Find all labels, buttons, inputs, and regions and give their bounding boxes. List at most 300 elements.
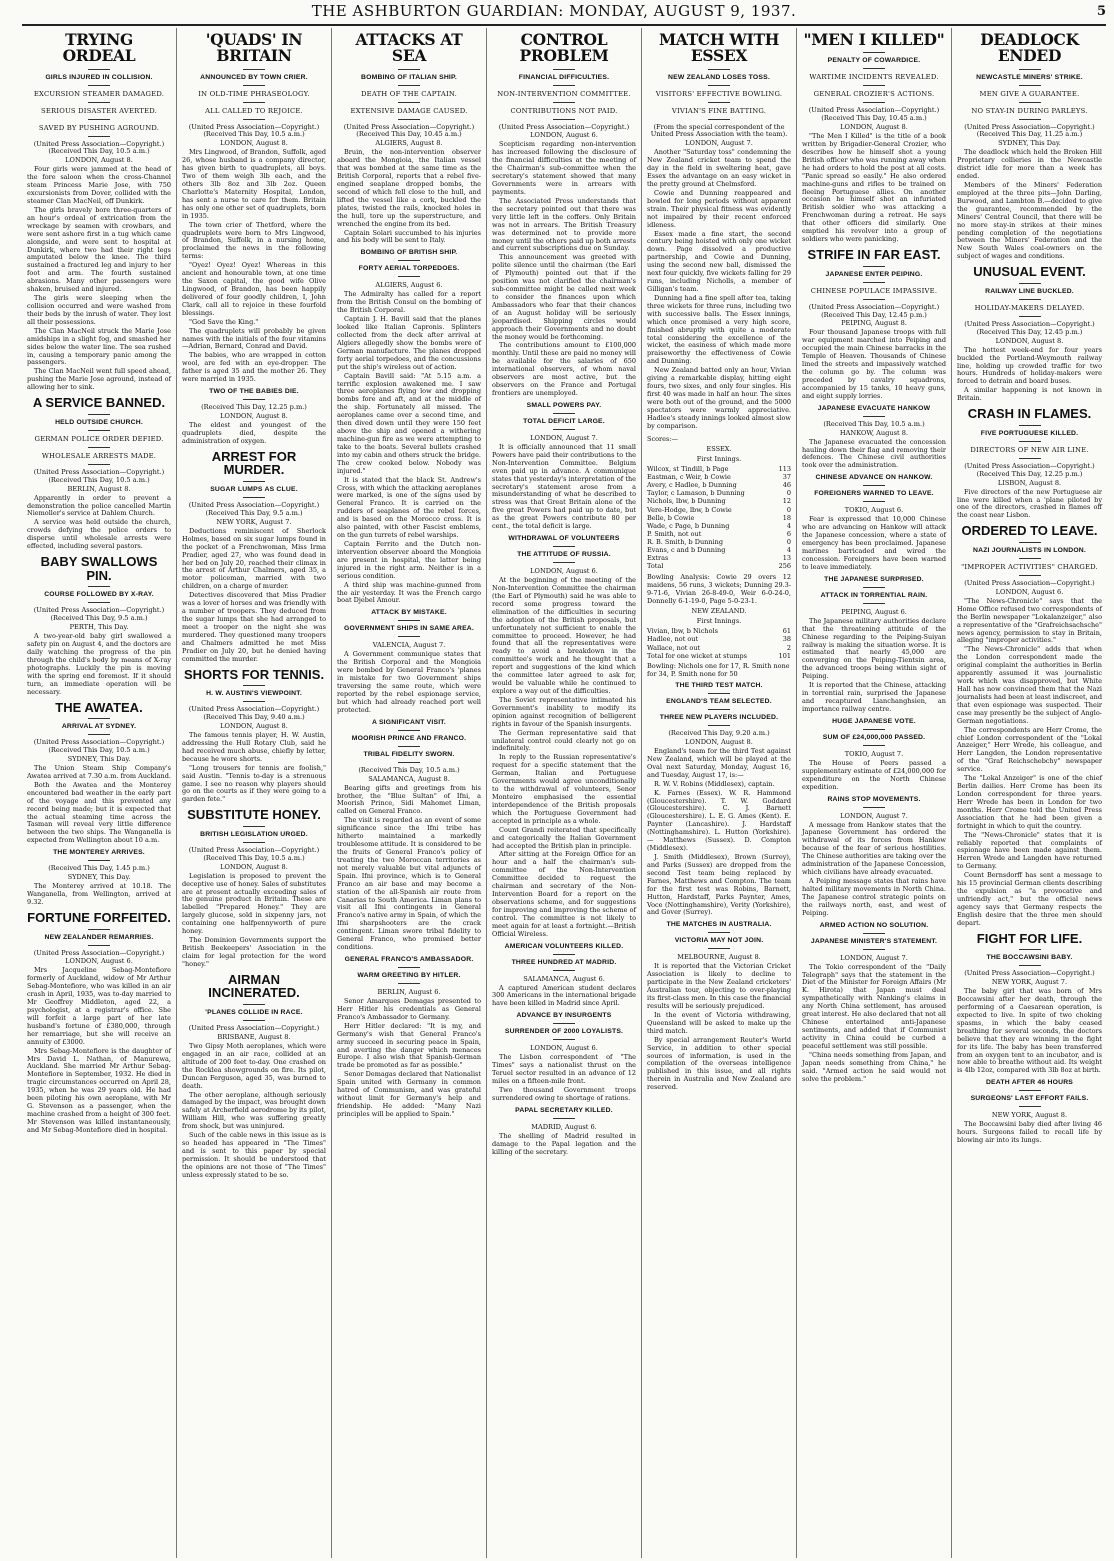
paragraph: Deductions reminiscent of Sherlock Holmes, based on six sugar lumps found in the pocket of a Frenchwoman, Miss Irma Pradier, aged 27, who was found dead in her bed on July 20, reached their climax in the arrest of Arthur Chalmers, aged 35, a motor policeman, married with two children, on a charge of murder. [182, 526, 326, 591]
subheadline-rule [1019, 316, 1041, 317]
article [337, 609, 481, 714]
article-body [957, 1121, 1102, 1145]
article-headline: ARREST FOR MURDER. [211, 448, 297, 478]
article-body [27, 633, 171, 696]
paragraph: After sitting at the Foreign Office for an hour and a half the chairman's sub-committee of the Non-Intervention Committee decided to request the chairman and secretary of the Non-Intervention Board for a report on the observations scheme, and for suggestions for improving and improving the scheme of control. The committee is not likely to meet again for at least a fortnight.—British Official Wireless. [492, 850, 636, 938]
press-credit: (United Press Association—Copyright.) (Received This Day, 9.5 a.m.) [188, 501, 320, 517]
subheadline-rule [863, 282, 885, 283]
article [27, 396, 171, 551]
subheadline-rule [1019, 965, 1041, 966]
subheadline: EXTENSIVE DAMAGE CAUSED. [350, 106, 468, 115]
paragraph: Two Gipsy Moth aeroplanes, which were engaged in an air race, collided at an altitude of 200 feet to-day. One crashed on the Rocklea showgrounds on fire. Its pilot, Duncan Ferguson, aged 35, was burned to death. [182, 1041, 326, 1090]
paragraph: Legislation is proposed to prevent the deceptive use of honey. Sales of substitutes are at present actually exceeding sales of the genuine product in Britain. These are labelled "Prepared Honey." They are largely glucose, sold in sixpenny jars, not containing one halfpennyworth of pure honey. [182, 871, 326, 936]
total-label: Total [647, 562, 664, 571]
press-credit: (Received This Day, 12.25 p.m.) [201, 403, 307, 412]
article [337, 32, 481, 245]
press-credit: (United Press Association—Copyright.) (Received This Day, 12.45 p.m.) [964, 319, 1095, 336]
press-credit: (United Press Association—Copyright.) [33, 948, 165, 957]
subheadline: MOORISH PRINCE AND FRANCO. [351, 734, 467, 742]
subheadline-rule [88, 119, 110, 120]
article [182, 32, 326, 384]
subheadline-rule [88, 447, 110, 448]
press-credit: (United Press Association—Copyright.) (Received This Day, 10.5 a.m.) [188, 122, 320, 139]
batsman: Vivian, lbw, b Nichols [647, 627, 718, 636]
paragraph: Four thousand Japanese troops with full war equipment marched into Peiping and occupied the main Chinese barracks in the Temple of Heaven. Thousands of Chinese lined the streets and impassively watched the column go by. The column was preceded by cavalry squadrons, accompanied by 15 tanks, 10 heavy guns, and eight supply lorries. [802, 328, 946, 400]
batsman: Wilcox, st Tindill, b Page [647, 464, 729, 473]
subheadline: SUGAR LUMPS AS CLUE. [210, 486, 298, 494]
article [647, 32, 791, 431]
article-body [492, 577, 636, 938]
article-headline: 'QUADS' IN BRITAIN [205, 30, 303, 66]
dateline: LONDON, August 8. [220, 411, 288, 420]
paragraph: Two thousand Government troops surrendered owing to shortage of rations. [492, 1086, 636, 1102]
dateline: TOKIO, August 6. [844, 506, 904, 515]
subheadline: GOVERNMENT SHIPS IN SAME AREA. [344, 625, 474, 633]
article-body [337, 785, 481, 952]
subheadline-rule [398, 119, 420, 120]
article-body [337, 149, 481, 245]
dateline: ALGIERS, August 6. [375, 281, 443, 290]
subheadline: WARM GREETING BY HITLER. [357, 972, 461, 979]
paragraph: R. W. V. Robins (Middlesex), captain. [654, 779, 775, 788]
column-3 [332, 28, 487, 1558]
paragraph: Both the Awatea and the Monterey encountered bad weather in the early part of the voyage and this prevented any record being made; but it is expected that the actual steaming time across the Tasman will reveal very little difference between the two ships. The Wanganella is expected from Wellington about 10 a.m. [27, 780, 171, 845]
paragraph: The Monterey arrived at 10.18. The Wanganella, from Wellington, arrived at 9.32. [27, 882, 171, 906]
paragraph: The Tokio correspondent of the "Daily Telegraph" says that the statement in the Diet of the Minister for Foreign Affairs (Mr K. Hirota) that Japan must deal sympathetically with Nanking's claims in any North China settlement, has aroused great interest. He also declared that not all Chinese entertained anti-Japanese sentiments, and added that if Communist activity in China could be curbed a peaceful settlement was still possible. [802, 962, 946, 1050]
paragraph: The baby girl that was born of Mrs Boccawsini after her death, through the performing of a Caesarean operation, is expected to live. In spite of two choking spasms, in which the baby ceased breathing for several seconds, the doctors believe that they are winning in the fight for its life. The baby has been transferred from an oxygen tent to an incubator, and is now able to breathe without aid. Its weight is 4lb 12oz, compared with 3lb 8oz at birth. [957, 987, 1102, 1075]
headline-rule [243, 1004, 265, 1005]
headline-rule [1019, 69, 1041, 70]
article-body [492, 1054, 636, 1103]
runs: 4 [786, 521, 791, 530]
subheadline-rule [398, 762, 420, 763]
paragraph: Four girls were jammed at the head of the fore saloon when the cross-Channel steam Princess Marie Jose, with 750 excursionists from Dover, collided with the steamer Clan MacNeil, off Dunkirk. [27, 165, 171, 206]
article [492, 535, 636, 938]
runs: 12 [782, 497, 791, 506]
subheadline: SAVED BY PUSHING AGROUND. [38, 123, 160, 132]
subheadline: "IMPROPER ACTIVITIES" CHARGED. [961, 562, 1098, 571]
bowling-summary: Bowling: Nichols one for 17, R. Smith none for 34, P. Smith none for 50 [647, 661, 790, 678]
score-row [647, 538, 791, 546]
dateline: LONDON, August 6. [530, 567, 598, 576]
subheadline-rule [553, 429, 575, 430]
subheadline-rule [1019, 1106, 1041, 1107]
runs: 46 [782, 481, 791, 490]
subheadline-rule [243, 85, 265, 86]
press-credit: (United Press Association—Copyright.) (Received This Day, 11.25 a.m.) [964, 122, 1095, 139]
subheadline: GENERAL FRANCO'S AMBASSADOR. [344, 956, 474, 963]
subheadline: FORTY AERIAL TORPEDOES. [358, 265, 460, 273]
article [802, 718, 946, 792]
article-body [647, 149, 791, 430]
article-headline: A SERVICE BANNED. [32, 395, 166, 411]
subheadline: SURRENDER OF 2000 LOYALISTS. [504, 1028, 624, 1036]
article-headline: DEADLOCK ENDED [980, 30, 1079, 66]
paragraph: A message from Hankow states that the Japanese Government has ordered the withdrawal of its forces from Hankow because of the fear of serious hostilities. The Chinese authorities are taking over the administration of the Japanese Concession, which civilians have already evacuated. [802, 820, 946, 877]
subheadline: JAPANESE MINISTER'S STATEMENT. [810, 937, 938, 945]
total-value: 256 [778, 562, 791, 571]
headline-rule [88, 414, 110, 415]
article [182, 388, 326, 446]
article-body [957, 149, 1102, 261]
paragraph: Such of the cable news in this issue as is so headed has appeared in "The Times" and is sent to this paper by special permission. It should be understood that the opinions are not those of "The Times" unless expressly stated to be so. [182, 1131, 326, 1179]
subheadline-rule [88, 602, 110, 603]
dateline: LONDON, August 8. [220, 862, 288, 871]
subheadline-rule [553, 413, 575, 414]
subheadline: A SIGNIFICANT VISIT. [372, 718, 446, 726]
subheadline-rule [708, 102, 730, 103]
runs: 6 [786, 529, 791, 538]
subheadline: TWO OF THE BABIES DIE. [209, 388, 299, 396]
subheadline: CONTRIBUTIONS NOT PAID. [510, 106, 618, 115]
score-row [647, 481, 791, 489]
dateline: LONDON, August 8. [65, 156, 133, 165]
dateline: HANKOW, August 8. [839, 428, 909, 437]
subheadline-rule [88, 860, 110, 861]
dateline: LONDON, August 8. [685, 738, 753, 747]
dateline: ALGIERS, August 8. [375, 139, 443, 148]
subheadline-rule [1019, 458, 1041, 459]
article [27, 911, 171, 1135]
paragraph: The babies, who are wrapped in cotton wool, are fed with an eye-dropper. The father is aged 35 and the mother 26. They were married in 1935. [182, 351, 326, 384]
subheadline: ATTACK BY MISTAKE. [371, 609, 447, 617]
subheadline: TRIBAL FIDELITY SWORN. [363, 750, 455, 758]
paragraph: "Oyez! Oyez! Oyez! Whereas in this ancient and honourable town, at one time the Saxon capital, the good wife Olive Lingwood, of Brandon, has been happily delivered of four goodly children, I, John Clark, call all to rejoice in these fourfold blessings. [182, 261, 326, 317]
subheadline: GERMAN POLICE ORDER DEFIED. [34, 434, 164, 443]
subheadline-rule [243, 399, 265, 400]
paragraph: Mrs Lingwood, of Brandon, Suffolk, aged 26, whose husband is a company director, has given birth to quadruplets, all boys. Two of them weigh 3lb each, and the others 3lb 8oz and 3lb 2oz. Queen Charlotte's Maternity Hospital, London, has sent a nurse to care for them. Britain has only one other set of quadruplets, born in 1935. [182, 148, 326, 220]
subheadline: NON-INTERVENTION COMMITTEE. [497, 89, 631, 98]
paragraph: Captain Bavill said: "At 5.15 a.m. a terrific explosion awakened me. I saw three aeroplanes flying low and dropping bombs fore and aft, and at the middle of the ship. Fortunately all missed. The aeroplanes came over a second time, and then dived down until they were 150 feet above the ship and opened a withering machine-gun fire as we were attempting to take to the boats. Several bullets crashed into my cabin and others struck the bridge. The crew cooked below. Nobody was injured." [337, 371, 481, 475]
batsman: Taylor, c Lamason, b Dunning [647, 489, 745, 498]
subheadline: THE ATTITUDE OF RUSSIA. [517, 551, 611, 559]
paragraph: Bruin, the non-intervention observer aboard the Mongioia, the Italian vessel that was bombed at the same time as the British Corporal, reports that a rebel five-engined seaplane dropped bombs, the second of which fell close to the hull, and lifted the vessel like a cork, buckled the plates, twisted the rails, knocked holes in the hull, tore up the superstructure, and wrenched the engine from its bed. [337, 148, 481, 228]
article-headline: FIGHT FOR LIFE. [976, 930, 1083, 946]
score-total [647, 562, 791, 570]
paragraph: The Clan MacNeil struck the Marie Jose amidships in a slight fog, and smashed her sides below the water line. The sea rushed in, causing a temporary panic among the passengers. [27, 326, 171, 367]
dateline: NEW YORK, August 7. [216, 517, 292, 526]
paragraph: Scepticism regarding non-intervention has increased following the disclosure of the financial difficulties at the meeting of the Chairman's sub-committee when the secretary's statement showed that many Governments were in arrears with payments. [492, 140, 636, 196]
paragraph: "The News-Chronicle" says that the Home Office refused two correspondents of the Berlin newspaper "Lokalanzeiger," also a representative of the "Grafreichsachsche" news agency, permission to stay in Britain, alleging "improper activities." [957, 596, 1102, 645]
headline-rule [88, 929, 110, 930]
subheadline-rule [398, 102, 420, 103]
paragraph: The Admiralty has called for a report from the British Consul on the bombing of the British Corporal. [337, 290, 481, 315]
subheadline: ENGLAND'S TEAM SELECTED. [666, 698, 772, 706]
subheadline-rule [1019, 558, 1041, 559]
paragraph: By special arrangement Reuter's World Service, in addition to other special sources of information, is used in the compilation of the overseas intelligence published in this issue, and all rights therein in Australia and New Zealand are reserved. [647, 1035, 791, 1092]
dateline: BERLIN, August 8. [67, 484, 131, 493]
runs: 61 [782, 627, 791, 636]
score-row [647, 554, 791, 562]
dateline: PEIPING, August 8. [841, 319, 907, 328]
subheadline: BOMBING OF BRITISH SHIP. [360, 249, 458, 257]
subheadline: BOMBING OF ITALIAN SHIP. [361, 73, 457, 81]
page-number: 5 [1096, 3, 1106, 19]
article [647, 435, 791, 679]
paragraph: It is reported that the Victorian Cricket Association is likely to decline to participate in the New Zealand cricketers' Australian tour, objecting to over-playing its first-class men. In this case the financial results will be seriously prejudiced. [647, 962, 791, 1010]
article [182, 450, 326, 664]
paragraph: The Clan MacNeil went full speed ahead, pushing the Marie Jose aground, instead of allowing her to sink. [27, 367, 171, 392]
paragraph: The Dominion Governments support the British Beekeepers' Association in the claim for legal protection for the word "honey." [182, 936, 326, 968]
subheadline-rule [88, 136, 110, 137]
subheadline: AMERICAN VOLUNTEERS KILLED. [504, 942, 624, 950]
press-credit: (United Press Association—Copyright.) (Received This Day, 12.45 p.m.) [808, 302, 940, 319]
article [957, 265, 1102, 403]
article [492, 402, 636, 531]
press-credit: (United Press Association—Copyright.) (Received This Day, 12.25 p.m.) [964, 461, 1095, 478]
subheadline: ATTACK IN TORRENTIAL RAIN. [820, 591, 928, 599]
paragraph: The shelling of Madrid resulted in damage to the Papal legation and the killing of the secretary. [492, 1131, 636, 1156]
article-headline: UNUSUAL EVENT. [973, 264, 1086, 280]
article-body [337, 998, 481, 1119]
article [337, 249, 481, 605]
subheadline: 'PLANES COLLIDE IN RACE. [205, 1009, 303, 1017]
subheadline-rule [553, 562, 575, 563]
column-2 [177, 28, 332, 1558]
paragraph: A third ship was machine-gunned from the air yesterday. It was the French cargo boat Djebel Amour. [337, 580, 481, 605]
article [957, 524, 1102, 927]
subheadline-rule [243, 842, 265, 843]
subheadline: JAPANESE ENTER PEIPING. [825, 270, 923, 278]
masthead-title: THE ASHBURTON GUARDIAN: MONDAY, AUGUST 9, 1937. [311, 2, 797, 20]
subheadline: EXCURSION STEAMER DAMAGED. [33, 89, 165, 98]
bowling-analysis: Bowling Analysis: Cowie 29 overs 12 maidens, 56 runs, 3 wickets; Dunning 29.3-9-71-6, Vivian 26-8-49-0, Weir 6-0-24-0, Donnelly 6-1-19-0, Page 5-0-23-1. [647, 572, 791, 605]
press-credit: (United Press Association—Copyright.) (Received This Day, 10.5 a.m.) [188, 845, 320, 862]
press-credit: (United Press Association—Copyright.) (Received This Day, 9.40 a.m.) [188, 705, 320, 722]
subheadline-rule [708, 948, 730, 949]
article-body [27, 765, 171, 845]
score-row [647, 506, 791, 514]
press-credit: (United Press Association—Copyright.) (Received This Day, 9.5 a.m.) [33, 606, 165, 623]
page-columns [22, 28, 1108, 1558]
article-body [337, 651, 481, 714]
subheadline-rule [553, 85, 575, 86]
paragraph: The Boccawsini baby died after living 46 hours. Surgeons failed to recall life by blowing air into its lungs. [957, 1120, 1102, 1145]
article-body [182, 873, 326, 969]
paragraph: The famous tennis player, H. W. Austin, addressing the Hull Rotary Club, said he had received much abuse, chiefly by letter, because he wore shorts. [182, 730, 326, 763]
subheadline: BRITISH LEGISLATION URGED. [200, 830, 308, 838]
headline-rule [863, 266, 885, 267]
paragraph: Essex made a fine start, the second century being hoisted with only one wicket down. Page dissolved a productive partnership, and Cowie and Dunning, using the second new ball, dismissed the next four quickly, five wickets falling for 29 runs, including Nicholls, a member of Gilligan's team. [647, 229, 791, 294]
paragraph: A two-year-old baby girl swallowed a safety pin on August 4, and the doctors are daily watching the progress of the pin through the child's body by means of X-ray photographs. Luckily the pin is moving with the spring end foremost. If it should turn, an immediate operation will be necessary. [27, 632, 171, 696]
subheadline-rule [863, 949, 885, 950]
article-headline: STRIFE IN FAR EAST. [807, 246, 941, 262]
paragraph: It is officially announced that 11 small Powers have paid their contributions to the Non-Intervention Committee. Belgium even paid up in advance. A communique states that yesterday's interpretation of the secretary's statement arose from a misunderstanding of what he described to stress was that Great Britain alone of the five great Powers had paid up to date, but as the great Powers contribute 80 per cent., the total deficit is large. [492, 442, 636, 531]
paragraph: Bearing gifts and greetings from his brother, the "Blue Sultan" of Ifni, a Moorish Prince, Sidi Mahomet Liman, called on General Franco. [337, 783, 481, 816]
paragraph: The girls were sleeping when the collision occurred and were washed from their beds by the inrush of water. They lost all their possessions. [27, 294, 171, 326]
article [957, 32, 1102, 261]
paragraph: Members of the Miners' Federation employed at the three pits—John Darling, Burwood, and Lambton B.—decided to give the guarantee, recommended by the Miners' Central Council, that there will be no more stay-in strikes at their mines pending completion of the negotiations between the Miners' Federation and the New South Wales coal-owners on the subject of wages and conditions. [957, 181, 1102, 261]
article-headline: ORDERED TO LEAVE. [961, 523, 1098, 539]
subheadline-rule [863, 501, 885, 502]
article-body [492, 1133, 636, 1157]
subheadline-rule [863, 729, 885, 730]
dateline: LONDON, August 7. [840, 811, 908, 820]
article [957, 1079, 1102, 1145]
subheadline-rule [243, 701, 265, 702]
article [802, 248, 946, 401]
article-body [802, 329, 946, 400]
subheadline-rule [863, 933, 885, 934]
article [182, 668, 326, 805]
batsman: Wade, c Page, b Dunning [647, 521, 730, 530]
subheadline: JAPANESE EVACUATE HANKOW [817, 404, 931, 412]
runs: 18 [782, 513, 791, 522]
score-row [647, 514, 791, 522]
dateline: SYDNEY, This Day. [67, 754, 131, 763]
subheadline: THE MATCHES IN AUSTRALIA. [666, 921, 772, 929]
subheadline: H. W. AUSTIN'S VIEWPOINT. [206, 690, 302, 698]
paragraph: "The Men I Killed" is the title of a book written by Brigadier-General Crozier, who describes how he himself shot a young British officer who was running away when he had orders to hold the post at all costs. "Panic spread so easily." He also ordered machine-guns and rifles to be trained on fleeing Portuguese allies. On another occasion he himself shot an infuriated British soldier who was attacking a Frenchwoman during a retreat. He says that other officers did similarly. One emptied his revolver into a group of soldiers who were panicking. [802, 132, 946, 244]
column-1 [22, 28, 177, 1558]
paragraph: Captain Ferrito and the Dutch non-intervention observer aboard the Mongioia are present in hospital, the latter being injured in the right arm. Neither is in a serious condition. [337, 539, 481, 580]
subheadline-rule [243, 119, 265, 120]
article [27, 701, 171, 846]
runs: 38 [782, 635, 791, 644]
subheadline: HELD OUTSIDE CHURCH. [55, 418, 143, 426]
paragraph: The German representative said that unilateral control could clearly not go on indefinitely. [492, 728, 636, 753]
paragraph: A Peiping message states that rains have halted military movements in North China. The Japanese control strategic points on the railways north, east, and west of Peiping. [802, 876, 946, 917]
paragraph: In reply to the Russian representative's request for a specific statement that the German, Italian and Portuguese Governments would agree unconditionally to the withdrawal of volunteers, Senor Monteiro emphasised the essential interdependence of the British proposals which the Portuguese Government had accepted in principle as a whole. [492, 753, 636, 825]
subheadline: COURSE FOLLOWED BY X-RAY. [44, 591, 154, 599]
article-headline: FORTUNE FORFEITED. [27, 909, 171, 925]
subheadline: TOTAL DEFICIT LARGE. [523, 417, 605, 425]
article-headline: SUBSTITUTE HONEY. [187, 807, 321, 823]
headline-rule [398, 69, 420, 70]
subheadline-rule [863, 299, 885, 300]
subheadline-rule [553, 954, 575, 955]
subheadline: THREE HUNDRED AT MADRID. [511, 958, 617, 966]
headline-rule [88, 718, 110, 719]
article [802, 405, 946, 471]
subheadline: VISITORS' EFFECTIVE BOWLING. [655, 89, 783, 98]
subheadline-rule [398, 983, 420, 984]
subheadline-rule [398, 967, 420, 968]
subheadline-rule [553, 1023, 575, 1024]
paragraph: "God Save the King." [189, 317, 259, 326]
paragraph: Mrs Jacqueline Sebag-Montefiore formerly of Auckland, widow of Mr Arthur Sebag-Montefiore, who was killed in an air crash in April, 1935, was to-day married to Mr Geoffrey Middleton, aged 22, a psychologist, at a registrar's office. She will forfeit a large part of her late husband's fortune of £380,000, through her remarriage, but she will receive an annuity of £3000. [27, 966, 171, 1046]
dateline: PERTH, This Day. [69, 623, 129, 632]
paragraph: The Soviet representative intimated his Government's inability to modify its opinion against recognition of belligerent rights in favour of the Spanish insurgents. [492, 695, 636, 728]
headline-rule [708, 69, 730, 70]
dateline: LONDON, August 6. [65, 957, 133, 966]
paragraph: The correspondents are Herr Crome, the chief London correspondent of the "Lokal Anzeiger," Herr Wrede, his colleague, and Herr Langden, the London representative of the "Graf Reichschebchy" newspaper service. [957, 725, 1102, 774]
article-body [27, 166, 171, 392]
subheadline-rule [398, 636, 420, 637]
article-body [802, 516, 946, 571]
subheadline: RAINS STOP MOVEMENTS. [827, 795, 921, 803]
subheadline: GENERAL CROZIER'S ACTIONS. [813, 90, 935, 99]
subheadline: FOREIGNERS WARNED TO LEAVE. [814, 490, 934, 498]
paragraph: The "Lokal Anzeiger" is one of the chief Berlin dailies. Herr Crome has been its London correspondent for three years. Herr Wrede has been in London for two months. Herr Crome told the United Press Association that he had been given a fortnight in which to quit the country. [957, 774, 1102, 830]
article-headline: THE AWATEA. [55, 699, 143, 715]
subheadline: WITHDRAWAL OF VOLUNTEERS [508, 535, 620, 543]
paragraph: Count Grandi reiterated that specifically and categorically the Italian Government had accepted the British plan in principle. [492, 825, 636, 850]
dateline: LONDON, August 6. [530, 131, 598, 140]
batsman: Hadlee, not out [647, 635, 699, 644]
batsman: Avery, c Hadlee, b Dunning [647, 481, 737, 490]
subheadline: SURGEONS' LAST EFFORT FAILS. [970, 1095, 1089, 1103]
headline-rule [243, 826, 265, 827]
press-credit: (United Press Association—Copyright.) [498, 122, 630, 131]
score-row [647, 530, 791, 538]
paragraph: The Japanese military authorities declare that the threatening attitude of the Chinese regarding to the Peiping-Suiyan railway is making the situation worse. It is estimated that nearly 45,000 are converging on the Peiping-Tientsin area, the advanced troops being within sight of Peiping. [802, 616, 946, 681]
paragraph: At the beginning of the meeting of the Non-Intervention Committee the chairman (the Earl of Plymouth) said he was able to record some progress toward the elimination of the difficulties in securing the adoption of the British proposals, but unfortunately not sufficient to enable the committee to proceed. However, he had found that all the representatives were ready to avoid a breakdown in the committee's work and he thought that a report and suggestions of the kind which the committee later agreed to ask for, would be valuable while he continued to explore a way out of the difficulties. [492, 576, 636, 695]
subheadline: GIRLS INJURED IN COLLISION. [45, 73, 153, 81]
subheadline-rule [863, 603, 885, 604]
paragraph: Detectives discovered that Miss Pradier was a lover of horses and was friendly with a number of troopers. They deduced from the sugar lumps that she had arranged to meet a trooper on the night she was murdered. They questioned many troopers and Chalmers admitted he met Miss Pradier on July 20, but he denied having committed the murder. [182, 591, 326, 663]
subheadline-rule [243, 102, 265, 103]
paragraph: The Lisbon correspondent of "The Times" says a nationalist thrust on the Teruel sector resulted in an advance of 12 miles on a fifteen-mile front. [492, 1053, 636, 1086]
article-body [957, 489, 1102, 521]
article-body [182, 732, 326, 804]
subheadline-rule [243, 497, 265, 498]
subheadline-rule [708, 932, 730, 933]
article-headline: MATCH WITH ESSEX [658, 30, 780, 66]
article [492, 943, 636, 1009]
subheadline-rule [88, 430, 110, 431]
paragraph: "China needs something from Japan, and Japan needs something from China," he said. "Armed action he said would not solve the problem." [802, 1050, 946, 1083]
batsman: P. Smith, not out [647, 529, 702, 538]
subheadline-rule [1019, 1090, 1041, 1091]
article-body [802, 964, 946, 1084]
headline-rule [243, 69, 265, 70]
subheadline-rule [1019, 85, 1041, 86]
paragraph: The hottest week-end for four years buckled the Portland-Weymouth railway line, holding up crowded traffic for two hours. Hundreds of holiday-makers were forced to detrain and board buses. [957, 345, 1102, 386]
subheadline-rule [1019, 299, 1041, 300]
paragraph: The deadlock which held the Broken Hill Proprietary collieries in the Newcastle district idle for more than a week has ended. [957, 148, 1102, 181]
subheadline: DEATH AFTER 46 HOURS [985, 1079, 1074, 1087]
masthead-rule [22, 24, 1106, 26]
score-total [647, 652, 791, 660]
column-5 [642, 28, 797, 1558]
article-body [802, 760, 946, 792]
paragraph: New Zealand batted only an hour, Vivian giving a remarkable display, hitting eight fours, two sixes, and only four singles. His first 40 was made in half an hour. The sixes were both out of the ground, and the 5000 spectators were warmly appreciative. Hadlee's steady innings looked almost slow by comparison. [647, 366, 791, 430]
subheadline-rule [708, 119, 730, 120]
subheadline: WARTIME INCIDENTS REVEALED. [809, 73, 939, 82]
article [957, 407, 1102, 520]
subheadline: CHINESE ADVANCE ON HANKOW. [815, 474, 933, 482]
dateline: VALENCIA, August 7. [372, 641, 446, 650]
article-body [182, 528, 326, 664]
paragraph: K. Farnes (Essex). W. R. Hammond (Gloucestershire). T. W. Goddard (Gloucestershire). C. J. Barnett (Gloucestershire). L. E. G. Ames (Kent). E. Paynter (Lancashire). J. Hardstaff (Nottinghamshire). L. Hutton (Yorkshire). — Matthews (Sussex). D. Compton (Middlesex). [647, 788, 791, 853]
paragraph: Senor Demagas declared that Nationalist Spain united with Germany in common hatred of Communism, and was grateful without limit for Germany's help and friendship. He added: "Many Nazi principles will be applied to Spain." [337, 1070, 481, 1118]
paragraph: Five directors of the new Portuguese air line were killed when a 'plane piloted by one of the directors, crashed in flames off the coast near Lisbon. [957, 487, 1102, 520]
article [647, 682, 791, 917]
article-body [182, 149, 326, 384]
article-headline: ATTACKS AT SEA [355, 30, 463, 66]
headline-rule [88, 586, 110, 587]
score-row [647, 522, 791, 530]
article-headline: AIRMAN INCINERATED. [208, 971, 300, 1001]
paragraph: England's team for the third Test against New Zealand, which will be played at the Oval next Saturday, Monday, August 16, and Tuesday, August 17, is:— [647, 747, 791, 779]
dateline: LONDON, August 7. [685, 139, 753, 148]
paragraph: The Associated Press understands that the secretary pointed out that there was very little left in the coffers. Only Britain was not in arrears. The British Treasury was determined not to provide more money until the others paid up both arrests and current subscriptions due on Sunday. [492, 196, 636, 253]
batsman: Nichols, lbw, b Dunning [647, 497, 726, 506]
subheadline: IN OLD-TIME PHRASEOLOGY. [198, 89, 310, 98]
subheadline-rule [553, 546, 575, 547]
press-credit: (United Press Association—Copyright.) (Received This Day, 10.5 a.m.) [33, 738, 165, 755]
article [802, 576, 946, 714]
subheadline: NO STAY-IN DURING PARLEYS. [971, 106, 1088, 115]
paragraph: The visit is regarded as an event of some significance since the Ifni tribe has hitherto maintained a markedly troublesome attitude. It is considered to be the fruits of General Franco's policy of treating the two Moroccan territories as not merely valuable but vital adjuncts of Spain. Ifni province, which is to General Franco an air base and may become a station of the all-Spanish air route from Canarias to South America. Liman plans to visit all Ifni contingents in General Franco's native army in Spain, of which the Ifni sharpshooters are the crack contingent. Liman swore tribal fidelity to General Franco, who promised better conditions. [337, 816, 481, 952]
runs: 0 [786, 538, 791, 547]
subheadline: VIVIAN'S FINE BATTING. [671, 106, 767, 115]
subheadline: SERIOUS DISASTER AVERTED. [41, 106, 157, 115]
article [337, 956, 481, 1119]
subheadline: WHOLESALE ARRESTS MADE. [41, 451, 157, 460]
team-name: ESSEX. [706, 444, 732, 453]
